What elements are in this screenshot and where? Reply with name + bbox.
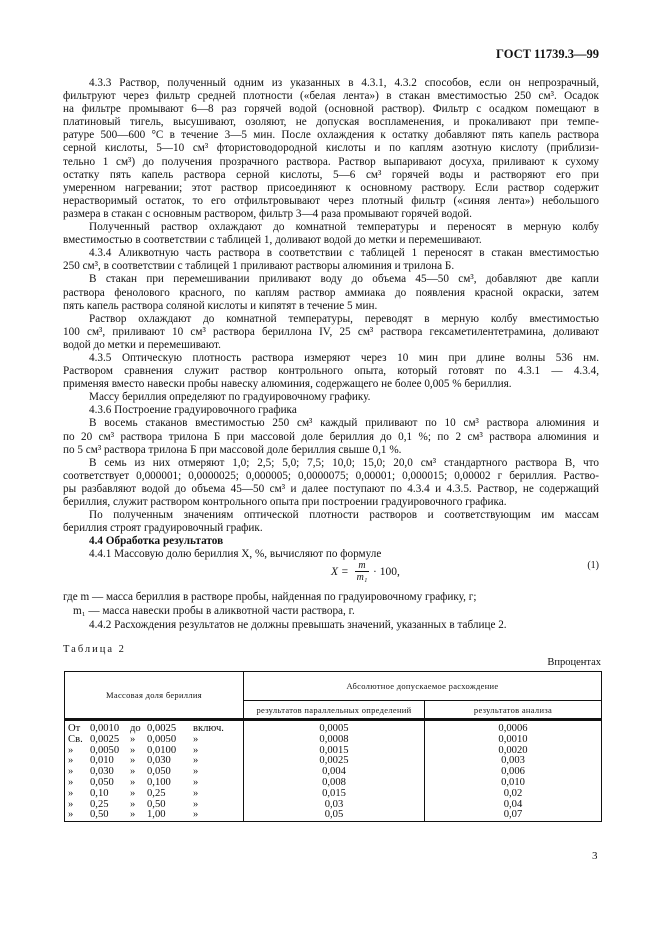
range-sep: »: [130, 733, 136, 745]
range-suffix: »: [193, 809, 199, 821]
cell-analysis: 0,0020: [425, 746, 602, 757]
cell-analysis: 0,006: [425, 767, 602, 778]
range-to: 0,50: [147, 798, 166, 810]
range-suffix: »: [193, 755, 199, 767]
table-2: [64, 671, 602, 822]
text-line: раствора фенолового красного, по каплям раствор аммиака до появления красной окраски, затем: [63, 286, 599, 299]
range-to: 0,0100: [147, 744, 177, 756]
cell-mass-fraction: [65, 810, 244, 821]
table-row: [65, 735, 602, 746]
text-line: размера в стакан с основным раствором, фильтр 3—4 раза промывают горячей водой.: [63, 207, 472, 220]
cell-parallel: 0,0025: [244, 756, 425, 767]
paragraph: [63, 77, 599, 221]
formula-denominator: m₁: [356, 572, 368, 583]
text-line: 100 см³, приливают 10 см³ раствора бериллона IV, 25 см³ раствора гексаметилентетрамина, доливают: [63, 325, 599, 338]
range-to: 0,0025: [147, 723, 177, 734]
range-to: 0,0050: [147, 733, 177, 745]
text-line: применяя вместо навески пробы навеску алюминия, содержащего не более 0,005 % бериллия.: [63, 378, 512, 391]
cell-analysis: 0,0010: [425, 735, 602, 746]
range-from: 0,10: [90, 787, 109, 799]
text-line: фильтруют через фильтр средней плотности («белая лента») в стакан вместимостью 250 см³. Осадок: [63, 90, 599, 103]
range-from: 0,0050: [90, 744, 120, 756]
text-line: тельно 1 см³) до получения прозрачного раствора. Раствор выпаривают досуха, приливают к сухому: [63, 155, 599, 168]
range-to: 0,100: [147, 776, 171, 788]
paragraph: [63, 417, 599, 456]
range-prefix: »: [68, 776, 74, 788]
cell-parallel: 0,0008: [244, 735, 425, 746]
table-row: [65, 720, 602, 735]
text-line: бериллия, служит раствором контрольного опыта при построении градуировочного графика.: [63, 496, 507, 508]
range-suffix: »: [193, 733, 199, 745]
formula-1: [63, 560, 599, 590]
header-abs-discrepancy: Абсолютное допускаемое расхождение: [244, 672, 602, 701]
range-prefix: »: [68, 809, 74, 821]
range-sep: »: [130, 809, 136, 821]
paragraph: [63, 404, 599, 417]
page-number: 3: [592, 850, 598, 862]
cell-parallel: 0,004: [244, 767, 425, 778]
range-from: 0,0010: [90, 723, 120, 734]
range-from: 0,50: [90, 809, 109, 821]
range-to: 0,25: [147, 787, 166, 799]
range-to: 0,050: [147, 766, 171, 778]
range-from: 0,010: [90, 755, 114, 767]
text-line: Раствор охлаждают до комнатной температуры, переводят в мерную колбу вместимостью: [89, 312, 599, 325]
range-sep: »: [130, 744, 136, 756]
cell-analysis: 0,010: [425, 778, 602, 789]
cell-analysis: 0,003: [425, 756, 602, 767]
text-line: 4.4.1 Массовую долю бериллия X, %, вычисляют по формуле: [89, 548, 382, 561]
paragraph-4-4-2: 4.4.2 Расхождения результатов не должны превышать значений, указанных в таблице 2.: [89, 618, 507, 631]
text-line: Массу бериллия определяют по градуировочному графику.: [89, 391, 371, 404]
text-line: 250 см³, в соответствии с таблицей 1 приливают растворы алюминия и трилона Б.: [63, 260, 455, 273]
range-prefix: »: [68, 744, 74, 756]
cell-analysis: 0,04: [425, 800, 602, 811]
text-line: по 20 см³ раствора трилона Б при массовой доле бериллия до 0,1 %; по 2 см³ раствора алюминия и: [63, 430, 599, 443]
header-parallel: результатов параллельных определений: [244, 701, 425, 720]
cell-mass-fraction: [65, 789, 244, 800]
paragraph: [63, 221, 599, 247]
text-line: соответствует 0,000001; 0,0000025; 0,000005; 0,0000075; 0,00001; 0,000015; 0,00002 г бериллия. Раство-: [63, 469, 599, 482]
range-suffix: »: [193, 766, 199, 778]
range-suffix: включ.: [193, 723, 224, 734]
header-analysis: результатов анализа: [425, 701, 602, 720]
paragraph: [63, 391, 599, 404]
paragraph: [63, 352, 599, 391]
text-line: пять капель раствора соляной кислоты и кипятят в течение 5 мин.: [63, 299, 378, 312]
text-line: В стакан при перемешивании приливают воду до объема 45—50 см³, добавляют две капли: [89, 273, 599, 286]
table-unit: Впроцентах: [547, 657, 601, 668]
paragraph: [63, 509, 599, 535]
range-suffix: »: [193, 744, 199, 756]
text-line: на фильтре промывают 6—8 раз горячей водой (основной раствор). Фильтр с осадком помещают в: [63, 103, 599, 116]
text-line: В семь из них отмеряют 1,0; 2,5; 5,0; 7,5; 10,0; 15,0; 20,0 см³ стандартного раствора В, что: [89, 456, 599, 469]
formula-explanation: [63, 591, 599, 632]
text-line: нерастворимый остаток, то его отфильтровывают через плотный фильтр («синяя лента») небольшого: [63, 194, 599, 207]
formula-fraction: [355, 560, 369, 584]
text-line: В восемь стаканов вместимостью 250 см³ каждый приливают по 10 см³ раствора алюминия и: [89, 417, 599, 430]
text-line: 4.3.5 Оптическую плотность раствора измеряют через 10 мин при длине волны 536 нм.: [89, 351, 599, 364]
range-prefix: Св.: [68, 733, 83, 745]
range-sep: до: [130, 723, 141, 734]
formula-rhs: · 100,: [373, 566, 400, 578]
text-line: 4.4 Обработка результатов: [89, 535, 224, 548]
header-mass-fraction: Массовая доля бериллия: [65, 672, 244, 720]
text-line: серной кислоты, 5—10 см³ фтористоводородной кислоты и по каплям азотную кислоту (приблизи-: [63, 142, 599, 155]
range-suffix: »: [193, 798, 199, 810]
range-sep: »: [130, 798, 136, 810]
text-line: ры разбавляют водой до объема 45—50 см³ и далее поступают по 4.3.4 и 4.3.5. Раствор, не содержащий: [63, 482, 599, 495]
text-line: Раствором сравнения служит раствор контрольного опыта, который готовят по 4.3.1 — 4.3.4,: [63, 365, 599, 378]
text-line: умеренном нагревании; этот раствор присоединяют к основному раствору. Если раствор содержит: [63, 181, 599, 194]
paragraph: [63, 457, 599, 509]
table-caption: Таблица 2: [63, 644, 126, 655]
cell-parallel: 0,03: [244, 800, 425, 811]
range-from: 0,030: [90, 766, 114, 778]
text-line: 4.3.6 Построение градуировочного графика: [89, 404, 297, 417]
paragraph: [63, 273, 599, 312]
text-line: платиновый тигель, высушивают, озоляют, не допуская воспламенения, и прокаливают при темпе-: [63, 116, 599, 129]
range-prefix: От: [68, 723, 81, 734]
range-to: 1,00: [147, 809, 166, 821]
text-line: По полученным значениям оптической плотности растворов и соответствующим им массам: [89, 509, 599, 522]
text-line: остатку пять капель раствора серной кислоты, 5—6 см³ горячей воды и растворяют его при: [63, 168, 599, 181]
text-line: 4.3.3 Раствор, полученный одним из указанных в 4.3.1, 4.3.2 способов, если он непрозрачный,: [89, 77, 599, 89]
range-prefix: »: [68, 755, 74, 767]
table-row: [65, 789, 602, 800]
cell-parallel: 0,008: [244, 778, 425, 789]
range-sep: »: [130, 766, 136, 778]
text-line: по 5 см³ раствора трилона Б при массовой доле бериллия свыше 0,1 %.: [63, 443, 402, 456]
range-prefix: »: [68, 766, 74, 778]
range-prefix: »: [68, 787, 74, 799]
cell-parallel: 0,015: [244, 789, 425, 800]
range-from: 0,0025: [90, 733, 120, 745]
text-line: ратуре 500—600 °С в течение 3—5 мин. После охлаждения к остатку добавляют пять капель раствора: [63, 129, 599, 142]
formula-lhs: X =: [331, 566, 349, 578]
paragraph: [63, 247, 599, 273]
range-sep: »: [130, 787, 136, 799]
range-from: 0,050: [90, 776, 114, 788]
formula-numerator: m: [355, 560, 369, 572]
cell-parallel: 0,0005: [244, 720, 425, 735]
cell-analysis: 0,07: [425, 810, 602, 821]
body-text: [63, 77, 599, 561]
range-to: 0,030: [147, 755, 171, 767]
explanation-m: где m — масса бериллия в растворе пробы, найденная по градуировочному графику, г;: [63, 591, 477, 603]
range-sep: »: [130, 755, 136, 767]
range-sep: »: [130, 776, 136, 788]
text-line: 4.3.4 Аликвотную часть раствора в соответствии с таблицей 1 переносят в стакан вместимостью: [89, 247, 599, 260]
text-line: бериллия строят градуировочный график.: [63, 522, 263, 535]
range-from: 0,25: [90, 798, 109, 810]
text-line: Полученный раствор охлаждают до комнатной температуры и переносят в мерную колбу: [89, 221, 599, 234]
range-suffix: »: [193, 776, 199, 788]
paragraph: [63, 313, 599, 352]
text-line: водой до метки и перемешивают.: [63, 338, 221, 351]
range-prefix: »: [68, 798, 74, 810]
cell-mass-fraction: [65, 735, 244, 746]
explanation-m1: m₁ — масса навески пробы в аликвотной части раствора, г.: [73, 604, 355, 617]
cell-analysis: 0,02: [425, 789, 602, 800]
text-line: вместимостью в соответствии с таблицей 1, доливают водой до метки и перемешивают.: [63, 234, 482, 247]
table-row: [65, 810, 602, 821]
paragraph: [63, 535, 599, 548]
cell-analysis: 0,0006: [425, 720, 602, 735]
cell-parallel: 0,0015: [244, 746, 425, 757]
cell-mass-fraction: [65, 720, 244, 735]
cell-parallel: 0,05: [244, 810, 425, 821]
range-suffix: »: [193, 787, 199, 799]
formula-number: (1): [587, 560, 599, 571]
document-id-header: ГОСТ 11739.3—99: [496, 47, 599, 61]
